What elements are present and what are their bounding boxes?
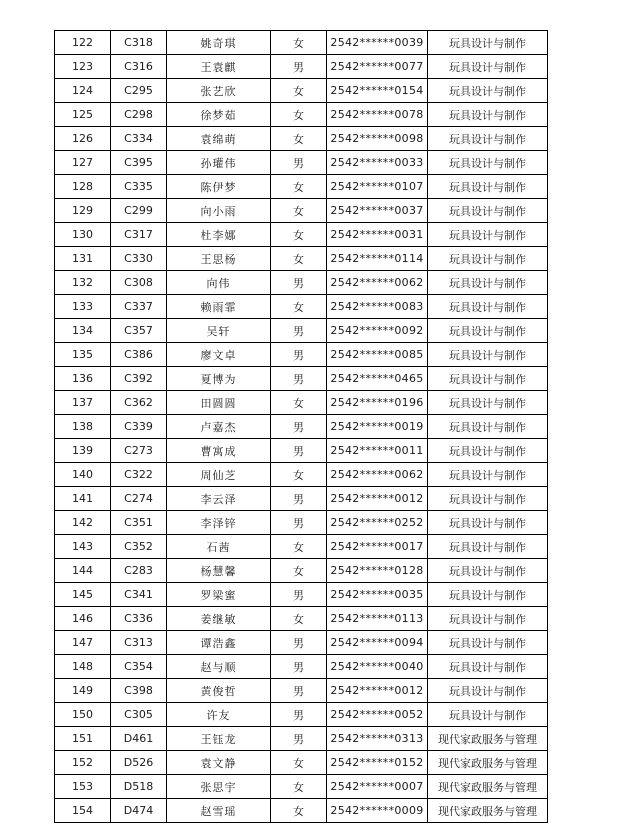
gender-cell: 女: [271, 775, 327, 799]
student-name-cell: 张艺欣: [167, 79, 271, 103]
id-number-cell: 2542******0009: [327, 799, 428, 823]
row-number-cell: 139: [55, 439, 111, 463]
major-cell: 玩具设计与制作: [428, 127, 548, 151]
gender-cell: 男: [271, 631, 327, 655]
exam-code-cell: C316: [111, 55, 167, 79]
gender-cell: 男: [271, 343, 327, 367]
table-row: [55, 655, 548, 679]
student-name-cell: 李泽锌: [167, 511, 271, 535]
row-number-cell: 142: [55, 511, 111, 535]
row-number-cell: 129: [55, 199, 111, 223]
student-name-cell: 赵与顺: [167, 655, 271, 679]
table-row: [55, 199, 548, 223]
id-number-cell: 2542******0114: [327, 247, 428, 271]
table-row: [55, 55, 548, 79]
gender-cell: 女: [271, 223, 327, 247]
major-cell: 玩具设计与制作: [428, 319, 548, 343]
table-row: [55, 463, 548, 487]
table-row: [55, 343, 548, 367]
id-number-cell: 2542******0094: [327, 631, 428, 655]
id-number-cell: 2542******0019: [327, 415, 428, 439]
id-number-cell: 2542******0012: [327, 487, 428, 511]
exam-code-cell: C298: [111, 103, 167, 127]
major-cell: 玩具设计与制作: [428, 367, 548, 391]
exam-code-cell: D461: [111, 727, 167, 751]
major-cell: 玩具设计与制作: [428, 175, 548, 199]
table-row: [55, 367, 548, 391]
major-cell: 玩具设计与制作: [428, 55, 548, 79]
major-cell: 玩具设计与制作: [428, 703, 548, 727]
row-number-cell: 125: [55, 103, 111, 127]
row-number-cell: 134: [55, 319, 111, 343]
exam-code-cell: C305: [111, 703, 167, 727]
student-name-cell: 孙瓘伟: [167, 151, 271, 175]
student-name-cell: 周仙芝: [167, 463, 271, 487]
student-name-cell: 吴轩: [167, 319, 271, 343]
major-cell: 玩具设计与制作: [428, 295, 548, 319]
id-number-cell: 2542******0313: [327, 727, 428, 751]
row-number-cell: 146: [55, 607, 111, 631]
row-number-cell: 130: [55, 223, 111, 247]
exam-code-cell: C330: [111, 247, 167, 271]
exam-code-cell: D474: [111, 799, 167, 823]
row-number-cell: 122: [55, 31, 111, 55]
major-cell: 玩具设计与制作: [428, 655, 548, 679]
exam-code-cell: C398: [111, 679, 167, 703]
exam-code-cell: C351: [111, 511, 167, 535]
gender-cell: 女: [271, 607, 327, 631]
major-cell: 玩具设计与制作: [428, 607, 548, 631]
row-number-cell: 123: [55, 55, 111, 79]
gender-cell: 女: [271, 463, 327, 487]
gender-cell: 女: [271, 295, 327, 319]
exam-code-cell: C362: [111, 391, 167, 415]
exam-code-cell: D518: [111, 775, 167, 799]
table-row: [55, 583, 548, 607]
table-row: [55, 247, 548, 271]
table-row: [55, 799, 548, 823]
exam-code-cell: C274: [111, 487, 167, 511]
exam-code-cell: C341: [111, 583, 167, 607]
major-cell: 现代家政服务与管理: [428, 799, 548, 823]
student-name-cell: 赖雨霏: [167, 295, 271, 319]
exam-code-cell: C386: [111, 343, 167, 367]
major-cell: 玩具设计与制作: [428, 391, 548, 415]
id-number-cell: 2542******0039: [327, 31, 428, 55]
major-cell: 玩具设计与制作: [428, 271, 548, 295]
row-number-cell: 137: [55, 391, 111, 415]
exam-code-cell: C313: [111, 631, 167, 655]
id-number-cell: 2542******0062: [327, 271, 428, 295]
exam-code-cell: C352: [111, 535, 167, 559]
gender-cell: 男: [271, 439, 327, 463]
major-cell: 玩具设计与制作: [428, 463, 548, 487]
student-name-cell: 杨慧馨: [167, 559, 271, 583]
gender-cell: 女: [271, 127, 327, 151]
student-name-cell: 黄俊哲: [167, 679, 271, 703]
student-name-cell: 姜继敏: [167, 607, 271, 631]
major-cell: 玩具设计与制作: [428, 439, 548, 463]
id-number-cell: 2542******0052: [327, 703, 428, 727]
id-number-cell: 2542******0007: [327, 775, 428, 799]
gender-cell: 男: [271, 655, 327, 679]
major-cell: 玩具设计与制作: [428, 415, 548, 439]
gender-cell: 女: [271, 79, 327, 103]
gender-cell: 男: [271, 55, 327, 79]
student-name-cell: 田圆圆: [167, 391, 271, 415]
gender-cell: 女: [271, 799, 327, 823]
table-row: [55, 607, 548, 631]
student-name-cell: 向小雨: [167, 199, 271, 223]
id-number-cell: 2542******0037: [327, 199, 428, 223]
table-row: [55, 175, 548, 199]
exam-code-cell: C299: [111, 199, 167, 223]
id-number-cell: 2542******0011: [327, 439, 428, 463]
row-number-cell: 153: [55, 775, 111, 799]
gender-cell: 女: [271, 103, 327, 127]
row-number-cell: 147: [55, 631, 111, 655]
major-cell: 现代家政服务与管理: [428, 727, 548, 751]
exam-code-cell: C334: [111, 127, 167, 151]
table-row: [55, 727, 548, 751]
student-name-cell: 曹寓成: [167, 439, 271, 463]
major-cell: 玩具设计与制作: [428, 31, 548, 55]
gender-cell: 女: [271, 175, 327, 199]
gender-cell: 男: [271, 367, 327, 391]
major-cell: 玩具设计与制作: [428, 151, 548, 175]
exam-code-cell: C273: [111, 439, 167, 463]
major-cell: 玩具设计与制作: [428, 223, 548, 247]
id-number-cell: 2542******0031: [327, 223, 428, 247]
id-number-cell: 2542******0033: [327, 151, 428, 175]
exam-code-cell: C295: [111, 79, 167, 103]
student-name-cell: 王钰龙: [167, 727, 271, 751]
id-number-cell: 2542******0152: [327, 751, 428, 775]
row-number-cell: 149: [55, 679, 111, 703]
id-number-cell: 2542******0077: [327, 55, 428, 79]
exam-code-cell: C339: [111, 415, 167, 439]
student-name-cell: 石茜: [167, 535, 271, 559]
row-number-cell: 127: [55, 151, 111, 175]
major-cell: 玩具设计与制作: [428, 103, 548, 127]
student-name-cell: 卢嘉杰: [167, 415, 271, 439]
id-number-cell: 2542******0465: [327, 367, 428, 391]
student-name-cell: 王袁麒: [167, 55, 271, 79]
major-cell: 玩具设计与制作: [428, 343, 548, 367]
student-name-cell: 袁绵萌: [167, 127, 271, 151]
exam-code-cell: C395: [111, 151, 167, 175]
table-row: [55, 79, 548, 103]
exam-code-cell: C335: [111, 175, 167, 199]
table-row: [55, 31, 548, 55]
gender-cell: 男: [271, 487, 327, 511]
row-number-cell: 148: [55, 655, 111, 679]
table-row: [55, 295, 548, 319]
id-number-cell: 2542******0062: [327, 463, 428, 487]
gender-cell: 男: [271, 319, 327, 343]
gender-cell: 女: [271, 751, 327, 775]
table-row: [55, 319, 548, 343]
student-roster-table: [54, 30, 548, 823]
exam-code-cell: C283: [111, 559, 167, 583]
row-number-cell: 135: [55, 343, 111, 367]
row-number-cell: 126: [55, 127, 111, 151]
id-number-cell: 2542******0017: [327, 535, 428, 559]
exam-code-cell: C354: [111, 655, 167, 679]
id-number-cell: 2542******0113: [327, 607, 428, 631]
table-row: [55, 391, 548, 415]
table-row: [55, 679, 548, 703]
id-number-cell: 2542******0128: [327, 559, 428, 583]
major-cell: 玩具设计与制作: [428, 679, 548, 703]
table-row: [55, 559, 548, 583]
table-row: [55, 103, 548, 127]
exam-code-cell: C357: [111, 319, 167, 343]
row-number-cell: 145: [55, 583, 111, 607]
student-name-cell: 向伟: [167, 271, 271, 295]
student-name-cell: 袁文静: [167, 751, 271, 775]
id-number-cell: 2542******0154: [327, 79, 428, 103]
gender-cell: 女: [271, 247, 327, 271]
row-number-cell: 136: [55, 367, 111, 391]
major-cell: 玩具设计与制作: [428, 247, 548, 271]
major-cell: 玩具设计与制作: [428, 199, 548, 223]
row-number-cell: 152: [55, 751, 111, 775]
id-number-cell: 2542******0092: [327, 319, 428, 343]
row-number-cell: 128: [55, 175, 111, 199]
table-row: [55, 487, 548, 511]
exam-code-cell: C318: [111, 31, 167, 55]
row-number-cell: 144: [55, 559, 111, 583]
gender-cell: 男: [271, 415, 327, 439]
table-row: [55, 415, 548, 439]
row-number-cell: 143: [55, 535, 111, 559]
major-cell: 现代家政服务与管理: [428, 775, 548, 799]
table-row: [55, 439, 548, 463]
table-row: [55, 703, 548, 727]
major-cell: 玩具设计与制作: [428, 487, 548, 511]
row-number-cell: 133: [55, 295, 111, 319]
gender-cell: 男: [271, 271, 327, 295]
gender-cell: 女: [271, 31, 327, 55]
id-number-cell: 2542******0252: [327, 511, 428, 535]
table-row: [55, 127, 548, 151]
student-name-cell: 姚奇琪: [167, 31, 271, 55]
id-number-cell: 2542******0040: [327, 655, 428, 679]
student-name-cell: 夏博为: [167, 367, 271, 391]
major-cell: 玩具设计与制作: [428, 559, 548, 583]
major-cell: 玩具设计与制作: [428, 535, 548, 559]
table-row: [55, 751, 548, 775]
row-number-cell: 154: [55, 799, 111, 823]
major-cell: 玩具设计与制作: [428, 79, 548, 103]
id-number-cell: 2542******0107: [327, 175, 428, 199]
student-name-cell: 赵雪瑶: [167, 799, 271, 823]
roster-body: [55, 31, 548, 823]
major-cell: 玩具设计与制作: [428, 511, 548, 535]
id-number-cell: 2542******0035: [327, 583, 428, 607]
id-number-cell: 2542******0085: [327, 343, 428, 367]
exam-code-cell: D526: [111, 751, 167, 775]
student-name-cell: 谭浩鑫: [167, 631, 271, 655]
student-name-cell: 廖文卓: [167, 343, 271, 367]
student-name-cell: 杜李娜: [167, 223, 271, 247]
gender-cell: 女: [271, 199, 327, 223]
table-row: [55, 775, 548, 799]
table-row: [55, 151, 548, 175]
gender-cell: 女: [271, 535, 327, 559]
gender-cell: 男: [271, 703, 327, 727]
major-cell: 现代家政服务与管理: [428, 751, 548, 775]
student-name-cell: 陈伊梦: [167, 175, 271, 199]
exam-code-cell: C392: [111, 367, 167, 391]
major-cell: 玩具设计与制作: [428, 583, 548, 607]
major-cell: 玩具设计与制作: [428, 631, 548, 655]
student-name-cell: 李云泽: [167, 487, 271, 511]
exam-code-cell: C337: [111, 295, 167, 319]
row-number-cell: 131: [55, 247, 111, 271]
row-number-cell: 132: [55, 271, 111, 295]
gender-cell: 男: [271, 511, 327, 535]
gender-cell: 男: [271, 679, 327, 703]
student-name-cell: 罗梁蜜: [167, 583, 271, 607]
exam-code-cell: C336: [111, 607, 167, 631]
gender-cell: 男: [271, 727, 327, 751]
gender-cell: 女: [271, 391, 327, 415]
student-name-cell: 张思宇: [167, 775, 271, 799]
gender-cell: 男: [271, 583, 327, 607]
row-number-cell: 124: [55, 79, 111, 103]
id-number-cell: 2542******0078: [327, 103, 428, 127]
id-number-cell: 2542******0083: [327, 295, 428, 319]
student-name-cell: 徐梦茹: [167, 103, 271, 127]
table-row: [55, 223, 548, 247]
id-number-cell: 2542******0196: [327, 391, 428, 415]
id-number-cell: 2542******0012: [327, 679, 428, 703]
exam-code-cell: C308: [111, 271, 167, 295]
row-number-cell: 138: [55, 415, 111, 439]
row-number-cell: 150: [55, 703, 111, 727]
gender-cell: 男: [271, 151, 327, 175]
table-row: [55, 631, 548, 655]
student-name-cell: 许友: [167, 703, 271, 727]
student-name-cell: 王思杨: [167, 247, 271, 271]
table-row: [55, 271, 548, 295]
table-row: [55, 535, 548, 559]
exam-code-cell: C322: [111, 463, 167, 487]
table-row: [55, 511, 548, 535]
id-number-cell: 2542******0098: [327, 127, 428, 151]
row-number-cell: 140: [55, 463, 111, 487]
gender-cell: 女: [271, 559, 327, 583]
row-number-cell: 151: [55, 727, 111, 751]
exam-code-cell: C317: [111, 223, 167, 247]
row-number-cell: 141: [55, 487, 111, 511]
